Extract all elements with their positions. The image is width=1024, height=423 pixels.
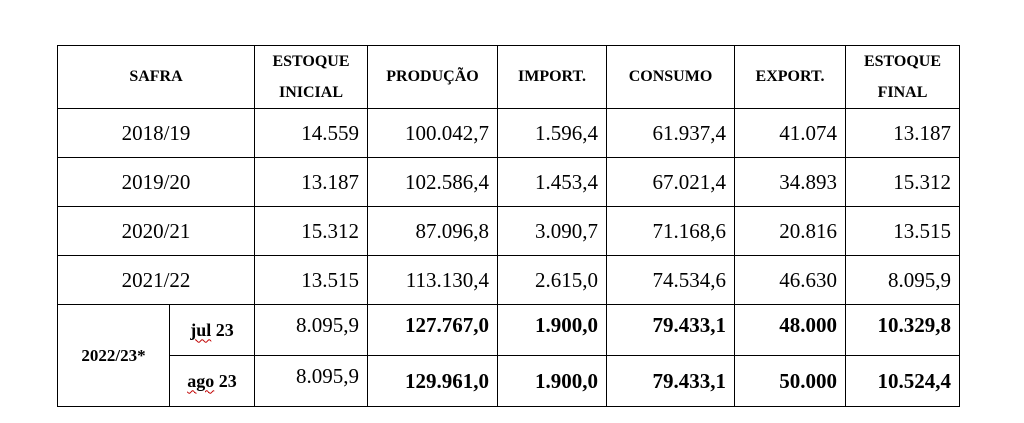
cell-estoque-final: 13.515: [846, 207, 960, 256]
cell-export: 50.000: [735, 356, 846, 407]
header-estoque-final-line2: FINAL: [877, 84, 928, 101]
cell-import: 1.453,4: [498, 158, 607, 207]
cell-consumo: 74.534,6: [607, 256, 735, 305]
header-safra: SAFRA: [58, 46, 255, 109]
cell-estoque-final: 8.095,9: [846, 256, 960, 305]
header-row: [58, 46, 960, 109]
cell-safra: 2021/22: [58, 256, 255, 305]
table-row: [58, 256, 960, 305]
cell-estoque-inicial: 8.095,9: [255, 305, 368, 356]
cell-producao: 113.130,4: [368, 256, 498, 305]
cell-estoque-inicial: 13.187: [255, 158, 368, 207]
cell-month: [170, 356, 255, 407]
cell-producao: 129.961,0: [368, 356, 498, 407]
cell-safra: 2020/21: [58, 207, 255, 256]
cell-estoque-inicial: 13.515: [255, 256, 368, 305]
cell-estoque-inicial: 14.559: [255, 109, 368, 158]
cell-producao: 102.586,4: [368, 158, 498, 207]
cell-export: 46.630: [735, 256, 846, 305]
cell-consumo: 79.433,1: [607, 305, 735, 356]
cell-import: 3.090,7: [498, 207, 607, 256]
table-row: [58, 158, 960, 207]
cell-export: 48.000: [735, 305, 846, 356]
header-export: EXPORT.: [735, 46, 846, 109]
cell-export: 20.816: [735, 207, 846, 256]
table-row-projection-ago: [58, 356, 960, 407]
cell-export: 41.074: [735, 109, 846, 158]
month-year: 23: [214, 370, 237, 391]
cell-producao: 100.042,7: [368, 109, 498, 158]
cell-estoque-final: 10.524,4: [846, 356, 960, 407]
table-row-projection-jul: [58, 305, 960, 356]
supply-demand-table: [57, 45, 960, 407]
cell-estoque-inicial: 8.095,9: [255, 356, 368, 407]
month-year: 23: [211, 319, 234, 340]
cell-import: 1.900,0: [498, 305, 607, 356]
cell-consumo: 61.937,4: [607, 109, 735, 158]
month-word: jul: [190, 319, 212, 340]
cell-month: [170, 305, 255, 356]
cell-import: 2.615,0: [498, 256, 607, 305]
cell-safra-projection: 2022/23*: [58, 305, 170, 407]
cell-consumo: 67.021,4: [607, 158, 735, 207]
table-row: [58, 207, 960, 256]
header-estoque-final-line1: ESTOQUE: [863, 53, 942, 70]
cell-export: 34.893: [735, 158, 846, 207]
cell-estoque-final: 13.187: [846, 109, 960, 158]
cell-safra: 2018/19: [58, 109, 255, 158]
cell-estoque-final: 10.329,8: [846, 305, 960, 356]
header-estoque-inicial: [255, 46, 368, 109]
header-estoque-inicial-line2: INICIAL: [278, 84, 343, 101]
cell-import: 1.596,4: [498, 109, 607, 158]
cell-estoque-final: 15.312: [846, 158, 960, 207]
header-import: IMPORT.: [498, 46, 607, 109]
cell-producao: 87.096,8: [368, 207, 498, 256]
header-estoque-inicial-line1: ESTOQUE: [272, 53, 350, 70]
header-producao: PRODUÇÃO: [368, 46, 498, 109]
cell-consumo: 79.433,1: [607, 356, 735, 407]
header-estoque-final: [846, 46, 960, 109]
cell-import: 1.900,0: [498, 356, 607, 407]
cell-safra: 2019/20: [58, 158, 255, 207]
table-row: [58, 109, 960, 158]
cell-consumo: 71.168,6: [607, 207, 735, 256]
cell-estoque-inicial: 15.312: [255, 207, 368, 256]
month-word: ago: [187, 370, 215, 391]
cell-producao: 127.767,0: [368, 305, 498, 356]
header-consumo: CONSUMO: [607, 46, 735, 109]
